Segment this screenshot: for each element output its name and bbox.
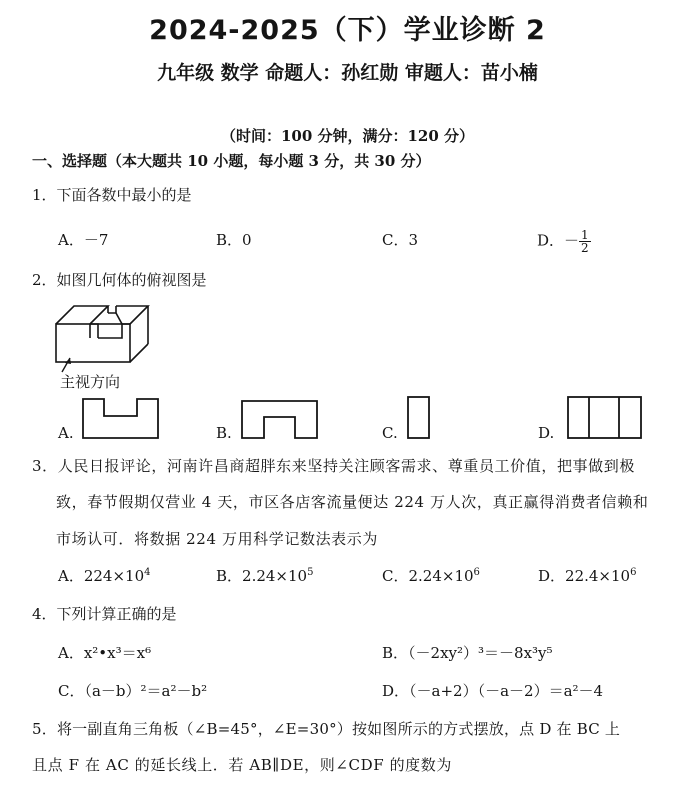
option-label: C． [382, 567, 409, 585]
solid-figure [48, 292, 153, 374]
option-exponent: 6 [473, 567, 480, 578]
question-4-option-d: D．（－a+2）（－a－2）＝a²－4 [382, 682, 604, 700]
question-1-stem: 1．下面各数中最小的是 [32, 186, 192, 204]
option-base: 22.4×10 [565, 567, 631, 585]
option-d-figure [567, 396, 643, 440]
option-label: B． [216, 567, 243, 585]
question-3-line-1: 3．人民日报评论，河南许昌商超胖东来坚持关注顾客需求、尊重员工价值，把事做到极 [32, 457, 635, 475]
fraction-denominator: 2 [581, 241, 589, 255]
option-base: 2.24×10 [408, 567, 474, 585]
fraction [579, 229, 591, 254]
question-2-option-c: C. [382, 424, 398, 442]
question-3-line-3: 市场认可．将数据 224 万用科学记数法表示为 [56, 530, 378, 548]
question-3-option-a [58, 565, 151, 586]
question-4-option-b: B．（－2xy²）³＝－8x³y⁵ [382, 644, 553, 662]
option-b-figure [241, 400, 319, 440]
option-label: A． [58, 567, 84, 585]
option-exponent: 5 [307, 567, 314, 578]
question-2-option-b: B. [216, 424, 232, 442]
question-5-line-2: 且点 F 在 AC 的延长线上．若 AB∥DE，则∠CDF 的度数为 [32, 756, 452, 774]
question-3-option-d [538, 565, 636, 586]
question-4-option-c: C．（a－b）²＝a²－b² [58, 682, 208, 700]
question-1-option-a: A．－7 [58, 231, 109, 249]
question-4-stem: 4．下列计算正确的是 [32, 605, 177, 623]
question-2-option-a: A. [58, 424, 74, 442]
question-2-stem: 2．如图几何体的俯视图是 [32, 271, 207, 289]
option-base: 2.24×10 [242, 567, 308, 585]
fraction-numerator: 1 [581, 228, 589, 242]
option-c-figure [407, 396, 431, 440]
exam-title: 2024-2025（下）学业诊断 2 [149, 15, 546, 46]
option-exponent: 4 [144, 567, 151, 578]
option-label: D． [538, 567, 566, 585]
option-a-figure [82, 398, 160, 440]
view-direction-caption: 主视方向 [60, 373, 121, 391]
question-1-option-d [537, 229, 591, 254]
question-1-option-c: C．3 [382, 231, 419, 249]
question-1-option-b: B．0 [216, 231, 252, 249]
question-4-option-a: A．x²•x³＝x⁶ [58, 644, 152, 662]
exam-info: （时间：100 分钟，满分：120 分） [220, 127, 475, 145]
question-5-line-1: 5．将一副直角三角板（∠B=45°，∠E=30°）按如图所示的方式摆放，点 D 在 BC 上 [32, 720, 621, 738]
question-3-line-2: 致，春节假期仅营业 4 天，市区各店客流量便达 224 万人次，真正赢得消费者信赖和 [56, 493, 649, 511]
question-3-option-b [216, 565, 313, 586]
option-exponent: 6 [630, 567, 637, 578]
question-2-option-d: D. [538, 424, 555, 442]
question-3-option-c [382, 565, 480, 586]
option-d-prefix: D．－ [537, 231, 580, 250]
option-base: 224×10 [83, 567, 145, 585]
exam-subtitle: 九年级 数学 命题人：孙红勋 审题人：苗小楠 [157, 62, 538, 84]
section-heading: 一、选择题（本大题共 10 小题，每小题 3 分，共 30 分） [32, 152, 431, 170]
